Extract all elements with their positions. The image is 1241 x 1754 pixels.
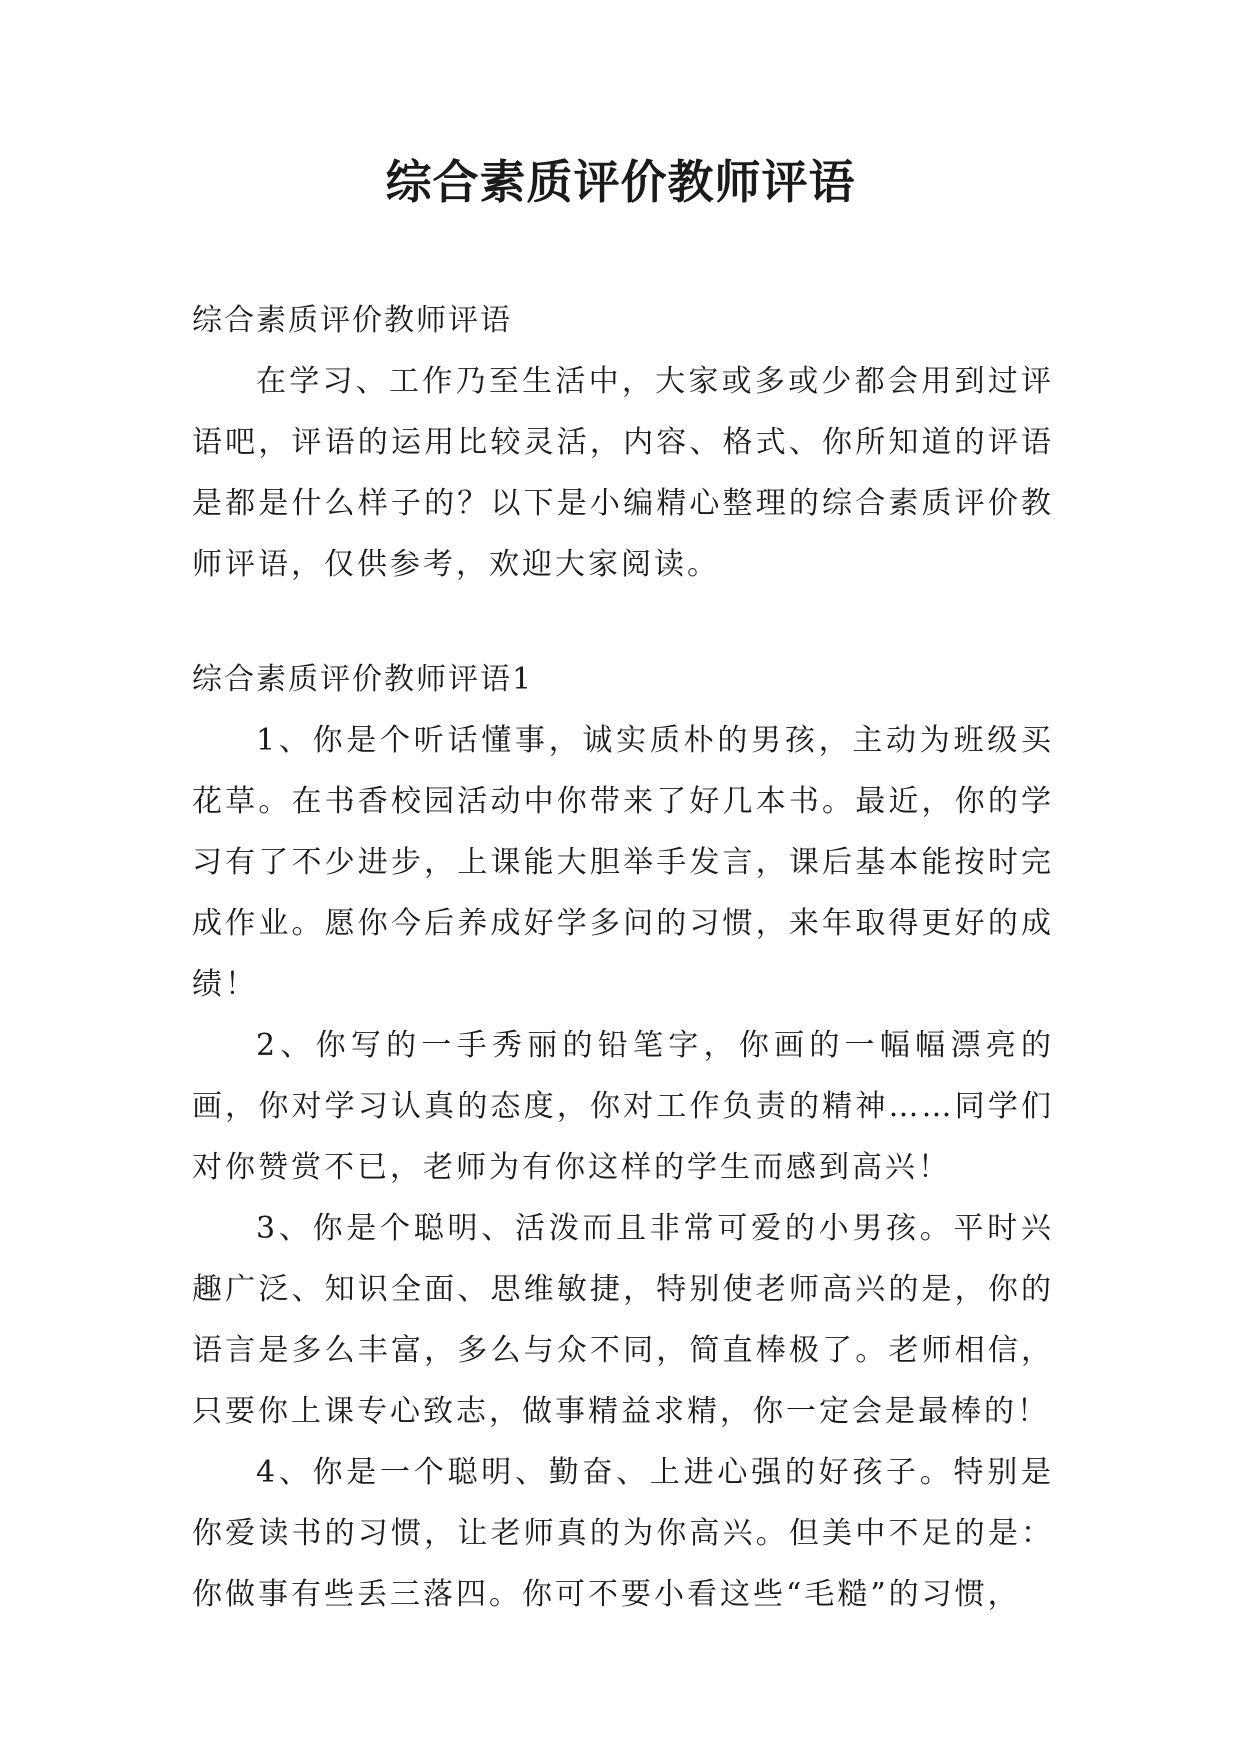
comment-paragraph-4: 4、你是一个聪明、勤奋、上进心强的好孩子。特别是你爱读书的习惯，让老师真的为你高兴。但美中不足的是：你做事有些丢三落四。你可不要小看这些“毛糙”的习惯， — [192, 1455, 1054, 1612]
comment-paragraph-2: 2、你写的一手秀丽的铅笔字，你画的一幅幅漂亮的画，你对学习认真的态度，你对工作负责的精神……同学们对你赞赏不已，老师为有你这样的学生而感到高兴！ — [192, 1028, 1054, 1185]
comment-paragraph-3: 3、你是个聪明、活泼而且非常可爱的小男孩。平时兴趣广泛、知识全面、思维敏捷，特别使老师高兴的是，你的语言是多么丰富，多么与众不同，简直棒极了。老师相信，只要你上课专心致志，做事精益求精，你一定会是最棒的！ — [192, 1211, 1054, 1429]
section-heading: 综合素质评价教师评语1 — [192, 662, 534, 697]
document-subtitle: 综合素质评价教师评语 — [192, 303, 512, 338]
document-body — [192, 290, 1054, 1625]
document-title: 综合素质评价教师评语 — [385, 155, 856, 209]
intro-paragraph: 在学习、工作乃至生活中，大家或多或少都会用到过评语吧，评语的运用比较灵活，内容、格式、你所知道的评语是都是什么样子的？以下是小编精心整理的综合素质评价教师评语，仅供参考，欢迎大家阅读。 — [192, 364, 1054, 582]
comment-paragraph-1: 1、你是个听话懂事，诚实质朴的男孩，主动为班级买花草。在书香校园活动中你带来了好几本书。最近，你的学习有了不少进步，上课能大胆举手发言，课后基本能按时完成作业。愿你今后养成好学多问的习惯，来年取得更好的成绩！ — [192, 723, 1054, 1002]
